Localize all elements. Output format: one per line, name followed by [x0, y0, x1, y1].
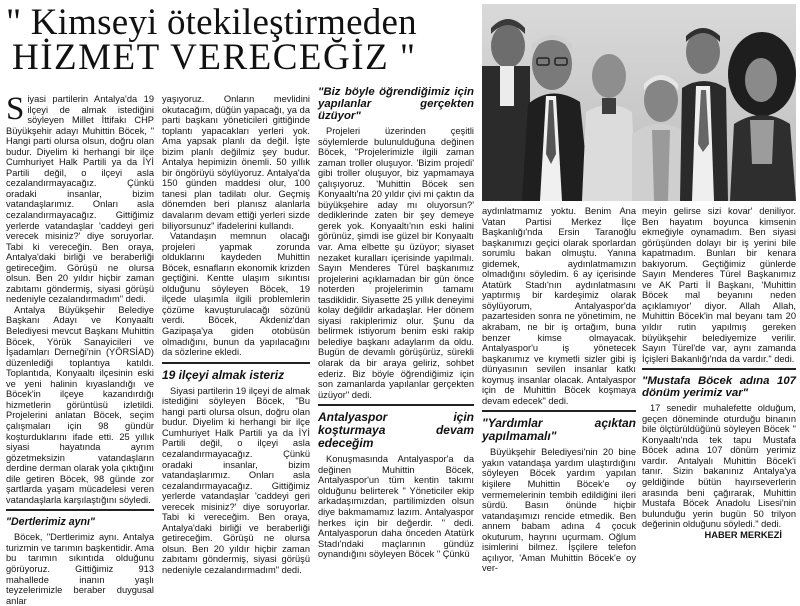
article-column-5: [642, 206, 796, 540]
article-column-3: [318, 86, 474, 560]
col1-subheading: "Dertlerimiz aynı": [6, 509, 154, 528]
col1-paragraph-2: Antalya Büyükşehir Belediye Başkanı Adayı ve Konyaaltı Belediyesi mevcut Başkanı Muhittin Böcek, Yörük Sanayicileri ve İşadamları Derneği'nin (YÖRSİAD) düzenlediği toplantıya katıldı. Toplantıda, Konyaaltı ilçesinin eski ve yeni halinin kıyaslandığı ve Böcek'in ilçeye kazandırdığı hizmetlerin görüntüsü izletildi. Projelerini anlatan Böcek, seçim çalışmaları için 98 gündür koşturduklarını ifade etti. 25 yıllık siyasi hayatında ayrım gözetmeksizin vatandaşların derdine derman olarak yola çıktığını dile getiren Böcek, 98 günde zor şartlarda yaşam mücadelesi veren vatandaşlarla karşılaştığını söyledi.: [6, 304, 154, 505]
col2-subheading: 19 ilçeyi almak isteriz: [162, 362, 310, 382]
col1-paragraph-3: Böcek, "Dertlerimiz aynı. Antalya turizmin ve tarımın başkentidir. Ama bu tarımın sıkıntıda olduğunu görüyoruz. Gittiğimiz 913 mahallede inanın yaşlı teyzelerimizle beraber duygusal anlar: [6, 532, 154, 606]
col5-paragraph-1: meyin gelirse sizi kovar' deniliyor. Ben hayatım boyunca kimsenin ekmeğiyle oynamadım. Ben siyasi görüşünden dolayı bir iş yerini bile kapatmadım. Bunları bir kenara bakıyorum. Geçtiğimiz günlerde Sayın Menderes Türel Başkanımız ve AK Parti İl Başkanı, 'Muhittin Böcek mal beyanını neden açıklamıyor' diyor. Allah Allah, Muhittin Böcek'in mal beyanı tam 20 yıldır rutin yapılmış gereken büyükşehir belediyemize verilir. Sayın Türel'de var, aynı zamanda İçişleri Bakanlığı'nda da vardır." dedi.: [642, 206, 796, 364]
col2-paragraph-3: Siyasi partilerin 19 ilçeyi de almak istediğini söyleyen Böcek, "Bu hangi parti olursa olsun, doğru olan budur. Diyelim ki herhangi bir ilçe Cumhuriyet Halk Partili ya da İYİ Partili değil, o ilçeyi asla cezalandırmayacağız. Çünkü oradaki insanlar, bizim vatandaşlarımız. Onları asla cezalandırmayacağız. Gittiğimiz yerlerde vatandaşlar 'caddeyi geri verecek misiniz?' diye soruyorlar. Tabi ki vereceğim. Ben oraya, Antalya'daki birliği ve beraberliği getireceğim. Görüşü ne olursa olsun. Ben 20 yıldır hiçbir zaman zabıtamı göndermiş, siyasi görüşü nedeniyle cezalandırmadım" dedi.: [162, 385, 310, 575]
group-photo: [482, 4, 796, 201]
article-column-4: [482, 206, 636, 574]
signature: HABER MERKEZİ: [704, 529, 782, 540]
article-column-1: [6, 91, 154, 606]
col4-paragraph-2: Büyükşehir Belediyesi'nin 20 bine yakın vatandaşa yardım ulaştırdığını söyleyen Böcek yardım yapılan kişilere Muhittin Böcek'e oy vermemelerinin tembih edildiğini ileri sürdü. Basın önünde hiçbir vatandaşımızı rencide etmedik. Ben annem babam adına 4 çocuk okuturum, hayrını uçurmam. Oğlum isimlerini bilmez. İşçilere telefon açılıyor, 'Aman Muhittin Böcek'e oy ver-: [482, 447, 636, 574]
group-photo-icon: [482, 4, 796, 201]
col3-paragraph-2: Konuşmasında Antalyaspor'a da değinen Muhittin Böcek, Antalyaspor'un tüm kentin takımı olduğunu belirterek " Yöneticiler ekip arkadaşımızdan, partilimizden olsun diye bakmamamız lazım. Antalyaspor herkes için bir değerdir. " dedi. Antalyasporun daha önceden Atatürk Stadı'ndaki maçlarının gündüz oynandığını söyleyen Böcek " Çünkü: [318, 454, 474, 560]
col4-paragraph-1: aydınlatmamız yoktu. Benim Ana Vatan Partisi Merkez İlçe Başkanlığı'nda Ersin Taranoğlu başkanımızı geçici olarak sporlardan sorumlu bakan olmuştu. Yanına gidemek, aydınlatmamızın olmadığını söyledim. 6 ay içerisinde Atatürk Stadı'nın aydınlatmasını yaptırmış bir kardeşimiz olarak söylüyorum, Antalyaspor'da pazartesiden sonra ne yönetimim, ne akrabam, ne bir iş ortağım, buna benzer kimse olmayacak. Antalyaspor'u iş yönetecek başkanımız ve kıymetli sizler gibi iş dünyasının sevilen insanlar katkı koymuş insanlar olacak. Antalyaspor için de Muhittin Böcek koşmaya devam edecek" dedi.: [482, 206, 636, 406]
col3-subheading-1: "Biz böyle öğrendiğimiz için yapılanlar gerçekten üzüyor": [318, 86, 474, 122]
col3-subheading-2: Antalyaspor için koşturmaya devam edeceğim: [318, 404, 474, 450]
article-column-2: [162, 94, 310, 576]
headline-line-2: HİZMET VERECEĞİZ ": [12, 37, 417, 78]
col5-paragraph-2: 17 senedir muhalefette olduğum, geçen döneminde oturduğu binanın bile ölçtürüldüğünü söyleyen Böcek " Konyaaltı'nda tek tapu Mustafa Böcek adına 107 dönüm yerimiz vardır. Antalyalı Muhittin Böcek'i tanır. Sizin bakanınız Antalya'ya geldiğinde bütün hayırseverlerin arasında beni çağırarak, Muhittin Mustafa Böcek Anadolu Lisesi'nin bulunduğu yerin bugün 50 trilyon değerinin olduğunu söyledi." dedi.: [642, 403, 796, 530]
dropcap: S: [6, 91, 25, 127]
headline: [6, 2, 478, 78]
col2-paragraph-1: yaşıyoruz. Onların mevlidini okutacağım, düğün yapacağı, ya da parti başkanı yöneticileri gittiğinde toplantı yapacakları yerleri yok. Ama yapsak planlı da değil. İşte bizim planlı değilmiz şey budur. Antalya hepimizin önemli. 50 yıllık bir öngörüyü söylüyoruz. Antalya'da 150 günden maddesi olur, 100 tanesi plan tadilatı olur. Geçmiş dönemden beri planısz alanlarla davalarım devam ettiği yerleri sizde biliyorsunuz" ifadelerini kullandı.: [162, 94, 310, 231]
col3-paragraph-1: Projeleri üzerinden çeşitli söylemlerde bulunulduğuna değinen Böcek, "Projelerimizle ilgili zaman zaman troller oluşuyor. 'Bizim projedi' gibi troller oluşuyor, biz yapmamaya çalışıyoruz. 'Muhittin Böcek sen Konyaaltı'na 20 yıldır çivi mi çaktın da büyükşehire aday mı oluyorsun?' dediklerinde zaten bir şey demeye gerek yok. Konyaaltı'nın eski halini görünüz, şimdi ise güzel bir Konyaaltı var. Ama elbette şu üzüyor; siyaset nezaket kuralları içerisinde yapılmalı. Sayın Menderes Türel başkanımız projelerini açıklamadan bir gün önce noterden projelerimin tamamı tasdiklidir. Siyasette 25 yıllık deneyimi kolay değildir arkadaşlar. Her dönem siyasi rakiplerimiz olur. Şunu da belirmek istiyorum benim eski rakip belediye başkanı adaylarım da oldu. Bugün de devamlı görüşürüz, sürekli olarak da bir araya geliriz, sohbet ederiz. Biz böyle öğrendiğimiz için son zamanlarda yapılanlar gerçekten üzüyor" dedi.: [318, 126, 474, 400]
col5-subheading: "Mustafa Böcek adına 107 dönüm yerimiz var": [642, 368, 796, 399]
col1-paragraph-1: iyasi partilerin Antalya'da 19 ilçeyi de almak istediğini söyleyen Millet İttifakı CHP Büyükşehir adayı Muhittin Böcek, " Hangi parti olursa olsun, doğru olan budur. Diyelim ki herhangi bir ilçe Cumhuriyet Halk Partili ya da İYİ Partili değil, o ilçeyi asla cezalandırmayacağız. Çünkü oradaki insanlar, bizim vatandaşlarımız. Onları asla cezalandırmayacağız. Gittiğimiz yerlerde vatandaşlar 'caddeyi geri verecek misiniz?' diye soruyorlar. Tabi ki vereceğin. Ben oraya, Antalya'daki birliği ve beraberliği getireceğim. Görüşü ne olursa olsun. Ben 20 yıldır hiçbir zaman zabıtamı göndermiş, siyasi görüşü nedeniyle cezalandırmadım" dedi.: [6, 94, 154, 305]
col2-paragraph-2: Vatandaşın memnun olacağı projeleri yapmak zorunda olduklarını kaydeden Muhittin Böcek, esnafların ekonomik krizden geçtiğini. Kentte ulaşım sıkıntısı olduğunu söyleyen Böcek, 19 ilçede ulaşımla ilgili problemlerin çözüme kavuşturulacağı sözünü verdi. Böcek, Akdeniz'dan Gazipaşa'ya giden otobüsün olmadığını, bunun da yapılacağını da sözlerine ekledi.: [162, 231, 310, 358]
col4-subheading: "Yardımlar açıktan yapılmamalı": [482, 410, 636, 443]
headline-line-1: " Kimseyi ötekileştirmeden: [6, 2, 417, 43]
